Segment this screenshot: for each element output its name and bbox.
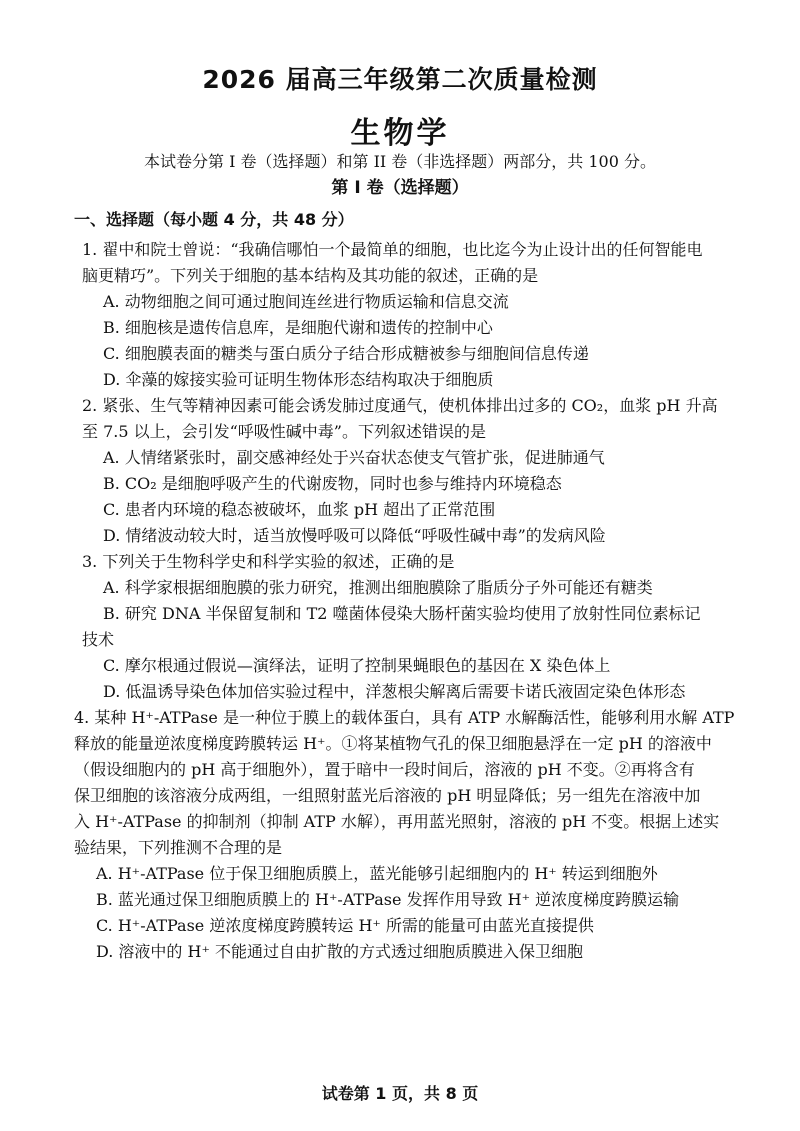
question-3-option-b: B. 研究 DNA 半保留复制和 T2 噬菌体侵染大肠杆菌实验均使用了放射性同位素标记 — [103, 604, 701, 623]
question-4-option-a: A. H⁺-ATPase 位于保卫细胞质膜上，蓝光能够引起细胞内的 H⁺ 转运到细胞外 — [96, 864, 658, 883]
question-3-stem: 3. 下列关于生物科学史和科学实验的叙述，正确的是 — [82, 552, 455, 571]
question-2-option-d: D. 情绪波动较大时，适当放慢呼吸可以降低“呼吸性碱中毒”的发病风险 — [103, 526, 606, 545]
question-1-option-d: D. 伞藻的嫁接实验可证明生物体形态结构取决于细胞质 — [103, 370, 494, 389]
question-2-stem-line-1: 2. 紧张、生气等精神因素可能会诱发肺过度通气，使机体排出过多的 CO₂，血浆 pH 升高 — [82, 396, 718, 415]
question-1-option-b: B. 细胞核是遗传信息库，是细胞代谢和遗传的控制中心 — [103, 318, 493, 337]
question-3-option-c: C. 摩尔根通过假说—演绎法，证明了控制果蝇眼色的基因在 X 染色体上 — [103, 656, 611, 675]
question-1-stem-line-2: 脑更精巧”。下列关于细胞的基本结构及其功能的叙述，正确的是 — [82, 266, 539, 285]
question-4-stem-line-6: 验结果，下列推测不合理的是 — [74, 838, 283, 857]
question-3-option-b-continued: 技术 — [82, 630, 115, 649]
question-4-stem-line-5: 入 H⁺-ATPase 的抑制剂（抑制 ATP 水解），再用蓝光照射，溶液的 pH 不变。根据上述实 — [74, 812, 720, 831]
question-4-option-d: D. 溶液中的 H⁺ 不能通过自由扩散的方式透过细胞质膜进入保卫细胞 — [96, 942, 584, 961]
question-4-stem-line-4: 保卫细胞的该溶液分成两组，一组照射蓝光后溶液的 pH 明显降低；另一组先在溶液中加 — [74, 786, 701, 805]
question-2-stem-line-2: 至 7.5 以上，会引发“呼吸性碱中毒”。下列叙述错误的是 — [82, 422, 486, 441]
section-heading: 一、选择题（每小题 4 分，共 48 分） — [74, 210, 354, 229]
question-1-stem-line-1: 1. 翟中和院士曾说：“我确信哪怕一个最简单的细胞，也比迄今为止设计出的任何智能电 — [82, 240, 703, 259]
page-number: 试卷第 1 页，共 8 页 — [321, 1084, 479, 1103]
question-2-option-b: B. CO₂ 是细胞呼吸产生的代谢废物，同时也参与维持内环境稳态 — [103, 474, 562, 493]
question-4-stem-line-3: （假设细胞内的 pH 高于细胞外），置于暗中一段时间后，溶液的 pH 不变。②再将含有 — [74, 760, 695, 779]
question-1-option-a: A. 动物细胞之间可通过胞间连丝进行物质运输和信息交流 — [103, 292, 509, 311]
question-3-option-a: A. 科学家根据细胞膜的张力研究，推测出细胞膜除了脂质分子外可能还有糖类 — [103, 578, 653, 597]
part-title: 第 I 卷（选择题） — [331, 178, 469, 198]
subject-title: 生物学 — [350, 116, 450, 151]
question-3-option-d: D. 低温诱导染色体加倍实验过程中，洋葱根尖解离后需要卡诺氏液固定染色体形态 — [103, 682, 686, 701]
question-4-option-b: B. 蓝光通过保卫细胞质膜上的 H⁺-ATPase 发挥作用导致 H⁺ 逆浓度梯度跨膜运输 — [96, 890, 680, 909]
question-4-stem-line-1: 4. 某种 H⁺-ATPase 是一种位于膜上的载体蛋白，具有 ATP 水解酶活性，能够利用水解 ATP — [74, 708, 735, 727]
question-4-option-c: C. H⁺-ATPase 逆浓度梯度跨膜转运 H⁺ 所需的能量可由蓝光直接提供 — [96, 916, 594, 935]
question-2-option-c: C. 患者内环境的稳态被破坏，血浆 pH 超出了正常范围 — [103, 500, 496, 519]
exam-intro: 本试卷分第 I 卷（选择题）和第 II 卷（非选择题）两部分，共 100 分。 — [143, 152, 657, 171]
question-1-option-c: C. 细胞膜表面的糖类与蛋白质分子结合形成糖被参与细胞间信息传递 — [103, 344, 589, 363]
question-2-option-a: A. 人情绪紧张时，副交感神经处于兴奋状态使支气管扩张，促进肺通气 — [103, 448, 605, 467]
question-4-stem-line-2: 释放的能量逆浓度梯度跨膜转运 H⁺。①将某植物气孔的保卫细胞悬浮在一定 pH 的溶液中 — [74, 734, 712, 753]
exam-title: 2026 届高三年级第二次质量检测 — [202, 65, 598, 94]
